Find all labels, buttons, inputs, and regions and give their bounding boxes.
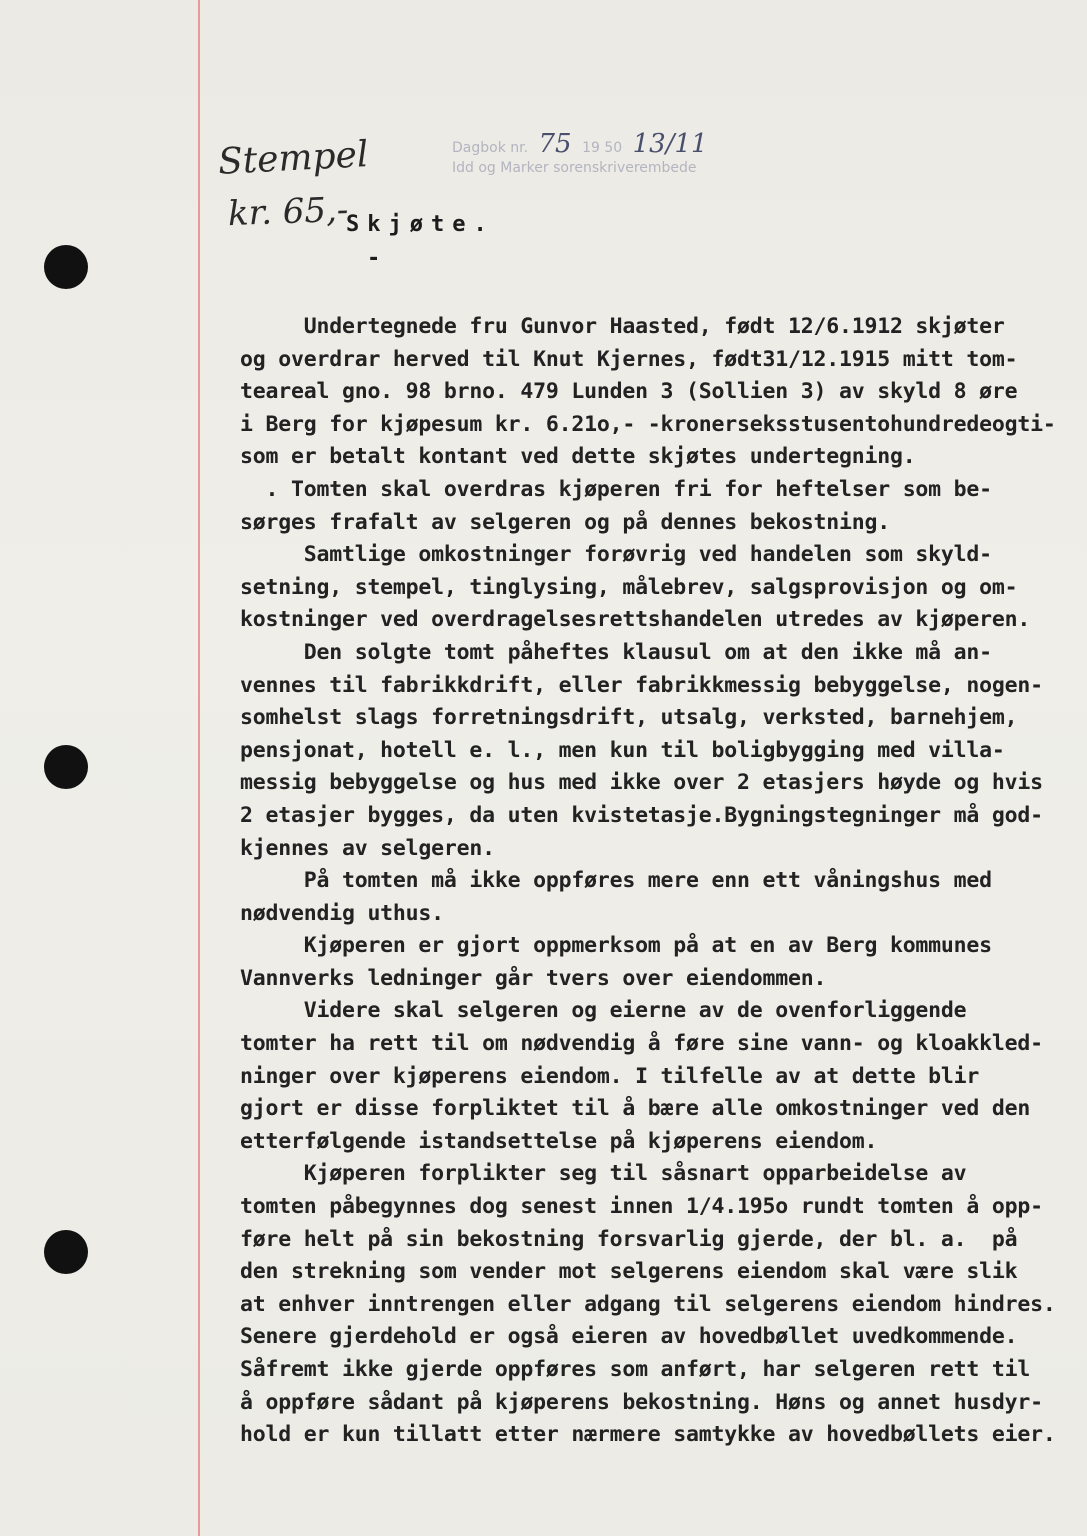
stamp-office: Idd og Marker sorenskriverembede [452,160,697,176]
text-line: tomter ha rett til om nødvendig å føre sine vann- og kloakkled- [240,1031,1043,1057]
text-line: 2 etasjer bygges, da uten kvistetasje.Bygningstegninger må god- [240,802,1043,828]
text-line: setning, stempel, tinglysing, målebrev, salgsprovisjon og om- [240,574,1018,600]
text-line: tomten påbegynnes dog senest innen 1/4.195o rundt tomten å opp- [240,1194,1043,1220]
text-line: gjort er disse forpliktet til å bære alle omkostninger ved den [240,1096,1031,1122]
text-line: og overdrar herved til Knut Kjernes, født31/12.1915 mitt tom- [240,346,1018,372]
text-line: Videre skal selgeren og eierne av de ovenforliggende [240,998,967,1024]
text-line: pensjonat, hotell e. l., men kun til boligbygging med villa- [240,737,1005,763]
text-line: Vannverks ledninger går tvers over eiendommen. [240,965,827,991]
punch-hole [44,745,88,789]
text-line: hold er kun tillatt etter nærmere samtykke av hovedbøllets eier. [240,1422,1056,1448]
document-title: Skjøte. [346,212,495,237]
text-line: kjennes av selgeren. [240,835,495,861]
handwritten-stempel: Stempel [217,134,370,183]
text-line: å oppføre sådant på kjøperens bekostning. Høns og annet husdyr- [240,1389,1043,1415]
text-line: . Tomten skal overdras kjøperen fri for heftelser som be- [240,476,992,502]
text-line: Den solgte tomt påheftes klausul om at den ikke må an- [240,639,992,665]
text-line: føre helt på sin bekostning forsvarlig gjerde, der bl. a. på [240,1226,1018,1252]
text-line: På tomten må ikke oppføres mere enn ett våningshus med [240,868,992,894]
text-line: i Berg for kjøpesum kr. 6.21o,- -kronerseksstusentohundredeogti- [240,411,1056,437]
title-dash: - [367,246,381,271]
punch-hole [44,245,88,289]
text-line: Samtlige omkostninger forøvrig ved handelen som skyld- [240,542,992,568]
text-line: somhelst slags forretningsdrift, utsalg, verksted, barnehjem, [240,705,1018,731]
text-line: teareal gno. 98 brno. 479 Lunden 3 (Sollien 3) av skyld 8 øre [240,379,1018,405]
stamp-year: 19 50 [582,140,623,156]
text-line: som er betalt kontant ved dette skjøtes undertegning. [240,444,916,470]
text-line: Senere gjerdehold er også eieren av hovedbøllet uvedkommende. [240,1324,1018,1350]
registration-stamp [452,129,714,178]
punch-hole [44,1230,88,1274]
text-line: Såfremt ikke gjerde oppføres som anført, har selgeren rett til [240,1357,1031,1382]
text-line: ninger over kjøperens eiendom. I tilfelle av at dette blir [240,1063,980,1089]
stamp-label: Dagbok nr. [452,140,529,156]
text-line: messig bebyggelse og hus med ikke over 2 etasjers høyde og hvis [240,770,1043,796]
text-line: nødvendig uthus. [240,900,444,926]
stamp-date: 13/11 [632,129,708,159]
text-line: kostninger ved overdragelsesrettshandelen utredes av kjøperen. [240,607,1031,633]
deed-body [240,311,1056,1452]
text-line: at enhver inntrengen eller adgang til selgerens eiendom hindres. [240,1291,1056,1317]
text-line: vennes til fabrikkdrift, eller fabrikkmessig bebyggelse, nogen- [240,672,1043,698]
text-line: Undertegnede fru Gunvor Haasted, født 12/6.1912 skjøter [240,314,1005,339]
text-line: Kjøperen er gjort oppmerksom på at en av Berg kommunes [240,933,992,959]
text-line: Kjøperen forplikter seg til såsnart opparbeidelse av [240,1161,967,1187]
text-line: etterfølgende istandsettelse på kjøperens eiendom. [240,1128,878,1154]
text-line: sørges frafalt av selgeren og på dennes bekostning. [240,509,890,535]
margin-line [198,0,200,1536]
handwritten-amount: kr. 65,- [227,189,349,235]
stamp-number: 75 [538,129,572,159]
text-line: den strekning som vender mot selgerens eiendom skal være slik [240,1259,1018,1285]
